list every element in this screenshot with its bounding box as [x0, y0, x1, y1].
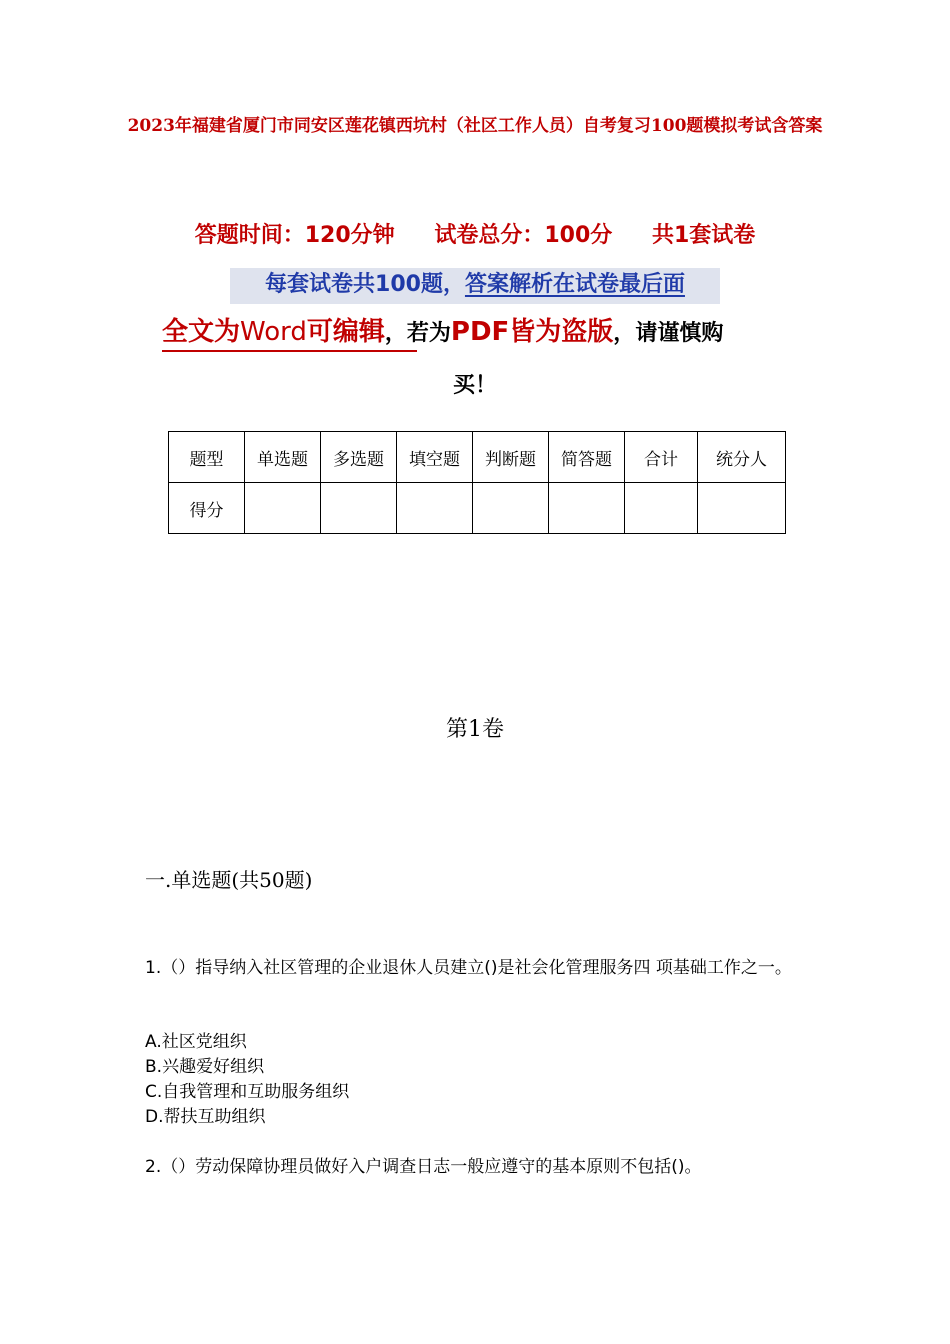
- banner-part2: 答案解析在试卷最后面: [464, 272, 685, 297]
- score-cell: [625, 483, 698, 534]
- warning-comma: ，: [384, 321, 407, 346]
- score-cell: [473, 483, 549, 534]
- warning-comma2: ，: [613, 321, 636, 346]
- question-1: 1.（）指导纳入社区管理的企业退休人员建立()是社会化管理服务四 项基础工作之一。: [145, 958, 792, 978]
- table-header: 多选题: [321, 432, 397, 483]
- exam-sets: 共1套试卷: [651, 223, 756, 248]
- option-d: D.帮扶互助组织: [145, 1107, 266, 1127]
- warning-if: 若为: [406, 321, 451, 346]
- score-table: [168, 431, 786, 534]
- table-header: 单选题: [245, 432, 321, 483]
- exam-total-score: 试卷总分：100分: [434, 223, 613, 248]
- table-header: 统分人: [698, 432, 786, 483]
- exam-info: [0, 218, 950, 249]
- question-2: 2.（）劳动保障协理员做好入户调查日志一般应遵守的基本原则不包括()。: [145, 1157, 702, 1177]
- score-cell: [245, 483, 321, 534]
- warning-word: Word: [240, 317, 307, 347]
- copyright-warning: [162, 312, 723, 354]
- volume-title: 第1卷: [446, 717, 504, 742]
- table-row-label: 得分: [169, 483, 245, 534]
- table-header: 合计: [625, 432, 698, 483]
- option-b: B.兴趣爱好组织: [145, 1057, 265, 1077]
- score-cell: [698, 483, 786, 534]
- warning-editable: 可编辑: [306, 317, 385, 347]
- score-cell: [321, 483, 397, 534]
- table-row: [169, 432, 786, 483]
- warning-buy: 买！: [452, 373, 497, 398]
- option-a: A.社区党组织: [145, 1032, 247, 1052]
- table-header: 判断题: [473, 432, 549, 483]
- table-row: [169, 483, 786, 534]
- exam-time: 答题时间：120分钟: [194, 223, 395, 248]
- table-header: 填空题: [397, 432, 473, 483]
- warning-underline: [162, 350, 417, 352]
- score-cell: [397, 483, 473, 534]
- section-title: 一.单选题(共50题): [145, 868, 313, 892]
- option-c: C.自我管理和互助服务组织: [145, 1082, 350, 1102]
- answer-banner: [230, 268, 720, 304]
- warning-pdf: PDF皆为盗版: [450, 317, 614, 347]
- banner-part1: 每套试卷共100题，: [265, 272, 465, 297]
- warning-text-1: 全文为: [162, 317, 241, 347]
- table-header: 题型: [169, 432, 245, 483]
- document-title: 2023年福建省厦门市同安区莲花镇西坑村（社区工作人员）自考复习100题模拟考试含答案: [127, 116, 823, 136]
- score-cell: [549, 483, 625, 534]
- table-header: 简答题: [549, 432, 625, 483]
- warning-cautious: 请谨慎购: [635, 321, 724, 346]
